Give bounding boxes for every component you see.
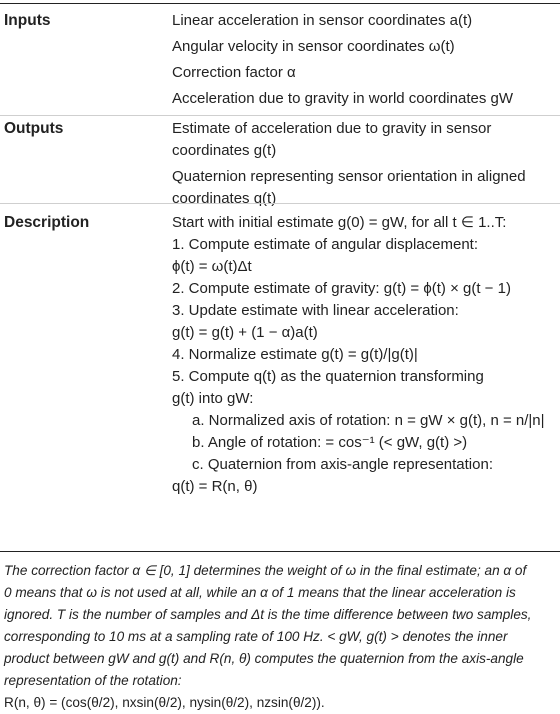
outputs-line: Quaternion representing sensor orientation in aligned — [172, 168, 526, 185]
description-line: 1. Compute estimate of angular displacement: — [172, 236, 478, 253]
footnote-line: corresponding to 10 ms at a sampling rate of 100 Hz. < gW, g(t) > denotes the inner — [4, 629, 508, 644]
outputs-line: Estimate of acceleration due to gravity in sensor — [172, 120, 492, 137]
description-line: ϕ(t) = ω(t)Δt — [172, 258, 252, 275]
outputs-label: Outputs — [4, 120, 64, 137]
inputs-label: Inputs — [4, 12, 51, 29]
description-line: 5. Compute q(t) as the quaternion transforming — [172, 368, 484, 385]
outputs-list — [172, 118, 556, 210]
footnote-formula: R(n, θ) = (cos(θ/2), nxsin(θ/2), nysin(θ/2), nzsin(θ/2)). — [4, 695, 325, 710]
description-subline: c. Quaternion from axis-angle representation: — [192, 456, 493, 473]
inputs-item: Correction factor α — [172, 64, 296, 81]
inputs-item: Acceleration due to gravity in world coordinates gW — [172, 90, 514, 107]
outputs-line: coordinates g(t) — [172, 142, 277, 159]
description-subline: a. Normalized axis of rotation: n = gW × g(t), n = n/|n| — [192, 412, 545, 429]
top-rule — [0, 3, 560, 4]
description-line: Start with initial estimate g(0) = gW, for all t ∈ 1..T: — [172, 214, 507, 231]
description-line: 4. Normalize estimate g(t) = g(t)/|g(t)| — [172, 346, 418, 363]
row-divider — [0, 203, 560, 204]
description-steps — [172, 212, 556, 498]
inputs-item: Angular velocity in sensor coordinates ω(t) — [172, 38, 455, 55]
outputs-line: coordinates q(t) — [172, 190, 277, 207]
footnote-line: ignored. T is the number of samples and Δt is the time difference between two samples, — [4, 607, 532, 622]
footnote-line: product between gW and g(t) and R(n, θ) computes the quaternion from the axis-angle — [4, 651, 524, 666]
footnote-line: The correction factor α ∈ [0, 1] determines the weight of ω in the final estimate; an α of — [4, 563, 527, 578]
description-line: g(t) = g(t) + (1 − α)a(t) — [172, 324, 318, 341]
description-label: Description — [4, 214, 90, 231]
description-line: g(t) into gW: — [172, 390, 254, 407]
row-divider — [0, 115, 560, 116]
description-line: q(t) = R(n, θ) — [172, 478, 258, 495]
inputs-list — [172, 10, 556, 110]
footnote-line: representation of the rotation: — [4, 673, 182, 688]
description-line: 2. Compute estimate of gravity: g(t) = ϕ(t) × g(t − 1) — [172, 280, 511, 297]
description-subline: b. Angle of rotation: = cos⁻¹ (< gW, g(t) >) — [192, 434, 468, 451]
description-line: 3. Update estimate with linear acceleration: — [172, 302, 459, 319]
table-bottom-rule — [0, 551, 560, 552]
footnote-line: 0 means that ω is not used at all, while an α of 1 means that the linear acceleration is — [4, 585, 516, 600]
table-footnote — [4, 560, 556, 714]
inputs-item: Linear acceleration in sensor coordinates a(t) — [172, 12, 473, 29]
